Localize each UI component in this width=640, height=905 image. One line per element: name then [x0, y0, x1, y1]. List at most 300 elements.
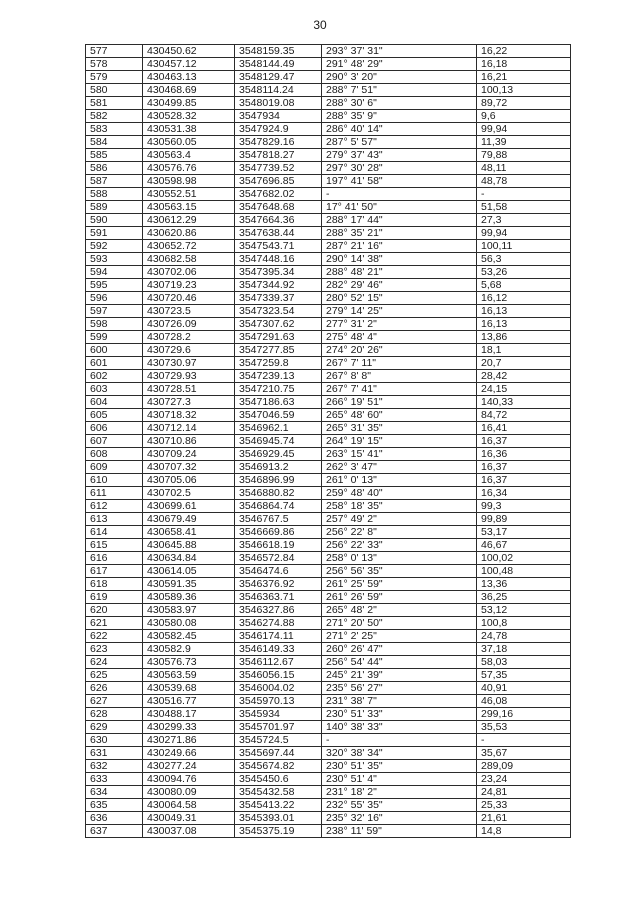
table-row: [86, 357, 571, 370]
y-coordinate-cell: 3546929.45: [235, 448, 322, 461]
table-row: [86, 734, 571, 747]
y-coordinate-cell: 3546669.86: [235, 526, 322, 539]
point-number-cell: 577: [86, 45, 143, 58]
distance-cell: 21,61: [477, 812, 571, 825]
direction-angle-cell: 282° 29' 46": [322, 279, 477, 292]
direction-angle-cell: 320° 38' 34": [322, 747, 477, 760]
x-coordinate-cell: 430598.98: [143, 175, 235, 188]
y-coordinate-cell: 3546880.82: [235, 487, 322, 500]
distance-cell: 27,3: [477, 214, 571, 227]
table-row: [86, 253, 571, 266]
table-row: [86, 58, 571, 71]
direction-angle-cell: 288° 35' 9": [322, 110, 477, 123]
table-row: [86, 773, 571, 786]
x-coordinate-cell: 430580.08: [143, 617, 235, 630]
distance-cell: 100,8: [477, 617, 571, 630]
y-coordinate-cell: 3547046.59: [235, 409, 322, 422]
table-row: [86, 617, 571, 630]
table-row: [86, 812, 571, 825]
table-row: [86, 565, 571, 578]
point-number-cell: 598: [86, 318, 143, 331]
y-coordinate-cell: 3547186.63: [235, 396, 322, 409]
point-number-cell: 594: [86, 266, 143, 279]
distance-cell: 16,37: [477, 435, 571, 448]
direction-angle-cell: 267° 8' 8": [322, 370, 477, 383]
direction-angle-cell: 238° 11' 59": [322, 825, 477, 838]
direction-angle-cell: 262° 3' 47": [322, 461, 477, 474]
direction-angle-cell: 259° 48' 40": [322, 487, 477, 500]
distance-cell: 35,53: [477, 721, 571, 734]
x-coordinate-cell: 430729.93: [143, 370, 235, 383]
distance-cell: 84,72: [477, 409, 571, 422]
y-coordinate-cell: 3546962.1: [235, 422, 322, 435]
table-row: [86, 630, 571, 643]
point-number-cell: 579: [86, 71, 143, 84]
point-number-cell: 614: [86, 526, 143, 539]
distance-cell: 16,12: [477, 292, 571, 305]
direction-angle-cell: 245° 21' 39": [322, 669, 477, 682]
table-row: [86, 695, 571, 708]
x-coordinate-cell: 430277.24: [143, 760, 235, 773]
x-coordinate-cell: 430463.13: [143, 71, 235, 84]
y-coordinate-cell: 3547210.75: [235, 383, 322, 396]
direction-angle-cell: 267° 7' 41": [322, 383, 477, 396]
point-number-cell: 581: [86, 97, 143, 110]
distance-cell: 289,09: [477, 760, 571, 773]
x-coordinate-cell: 430450.62: [143, 45, 235, 58]
direction-angle-cell: 235° 56' 27": [322, 682, 477, 695]
direction-angle-cell: 258° 18' 35": [322, 500, 477, 513]
direction-angle-cell: -: [322, 188, 477, 201]
x-coordinate-cell: 430576.73: [143, 656, 235, 669]
x-coordinate-cell: 430299.33: [143, 721, 235, 734]
point-number-cell: 605: [86, 409, 143, 422]
x-coordinate-cell: 430582.9: [143, 643, 235, 656]
coordinates-table-body: [86, 45, 571, 838]
direction-angle-cell: 279° 37' 43": [322, 149, 477, 162]
y-coordinate-cell: 3546376.92: [235, 578, 322, 591]
table-row: [86, 383, 571, 396]
x-coordinate-cell: 430576.76: [143, 162, 235, 175]
x-coordinate-cell: 430080.09: [143, 786, 235, 799]
y-coordinate-cell: 3546572.84: [235, 552, 322, 565]
y-coordinate-cell: 3547924.9: [235, 123, 322, 136]
point-number-cell: 578: [86, 58, 143, 71]
y-coordinate-cell: 3546149.33: [235, 643, 322, 656]
x-coordinate-cell: 430583.97: [143, 604, 235, 617]
table-row: [86, 123, 571, 136]
table-row: [86, 539, 571, 552]
distance-cell: 14,8: [477, 825, 571, 838]
distance-cell: 53,26: [477, 266, 571, 279]
distance-cell: 20,7: [477, 357, 571, 370]
y-coordinate-cell: 3545970.13: [235, 695, 322, 708]
table-row: [86, 604, 571, 617]
distance-cell: 11,39: [477, 136, 571, 149]
direction-angle-cell: -: [322, 734, 477, 747]
direction-angle-cell: 286° 40' 14": [322, 123, 477, 136]
table-row: [86, 149, 571, 162]
distance-cell: 24,78: [477, 630, 571, 643]
y-coordinate-cell: 3546618.19: [235, 539, 322, 552]
table-row: [86, 552, 571, 565]
distance-cell: 140,33: [477, 396, 571, 409]
x-coordinate-cell: 430727.3: [143, 396, 235, 409]
distance-cell: 28,42: [477, 370, 571, 383]
point-number-cell: 623: [86, 643, 143, 656]
distance-cell: 13,36: [477, 578, 571, 591]
distance-cell: 13,86: [477, 331, 571, 344]
point-number-cell: 592: [86, 240, 143, 253]
table-row: [86, 292, 571, 305]
direction-angle-cell: 290° 14' 38": [322, 253, 477, 266]
point-number-cell: 631: [86, 747, 143, 760]
distance-cell: 24,15: [477, 383, 571, 396]
direction-angle-cell: 279° 14' 25": [322, 305, 477, 318]
point-number-cell: 588: [86, 188, 143, 201]
point-number-cell: 619: [86, 591, 143, 604]
table-row: [86, 656, 571, 669]
x-coordinate-cell: 430707.32: [143, 461, 235, 474]
direction-angle-cell: 258° 0' 13": [322, 552, 477, 565]
x-coordinate-cell: 430516.77: [143, 695, 235, 708]
x-coordinate-cell: 430049.31: [143, 812, 235, 825]
y-coordinate-cell: 3547307.62: [235, 318, 322, 331]
direction-angle-cell: 17° 41' 50": [322, 201, 477, 214]
direction-angle-cell: 271° 20' 50": [322, 617, 477, 630]
x-coordinate-cell: 430539.68: [143, 682, 235, 695]
point-number-cell: 617: [86, 565, 143, 578]
direction-angle-cell: 230° 51' 35": [322, 760, 477, 773]
y-coordinate-cell: 3546363.71: [235, 591, 322, 604]
direction-angle-cell: 288° 35' 21": [322, 227, 477, 240]
x-coordinate-cell: 430589.36: [143, 591, 235, 604]
direction-angle-cell: 287° 5' 57": [322, 136, 477, 149]
x-coordinate-cell: 430718.32: [143, 409, 235, 422]
y-coordinate-cell: 3545413.22: [235, 799, 322, 812]
y-coordinate-cell: 3547934: [235, 110, 322, 123]
direction-angle-cell: 264° 19' 15": [322, 435, 477, 448]
y-coordinate-cell: 3547339.37: [235, 292, 322, 305]
x-coordinate-cell: 430528.32: [143, 110, 235, 123]
table-row: [86, 682, 571, 695]
x-coordinate-cell: 430560.05: [143, 136, 235, 149]
point-number-cell: 607: [86, 435, 143, 448]
y-coordinate-cell: 3545724.5: [235, 734, 322, 747]
table-row: [86, 461, 571, 474]
table-row: [86, 760, 571, 773]
point-number-cell: 611: [86, 487, 143, 500]
table-row: [86, 201, 571, 214]
y-coordinate-cell: 3547239.13: [235, 370, 322, 383]
distance-cell: 48,11: [477, 162, 571, 175]
y-coordinate-cell: 3546004.02: [235, 682, 322, 695]
y-coordinate-cell: 3548114.24: [235, 84, 322, 97]
distance-cell: 100,13: [477, 84, 571, 97]
distance-cell: 51,58: [477, 201, 571, 214]
x-coordinate-cell: 430271.86: [143, 734, 235, 747]
y-coordinate-cell: 3546945.74: [235, 435, 322, 448]
point-number-cell: 606: [86, 422, 143, 435]
x-coordinate-cell: 430720.46: [143, 292, 235, 305]
table-row: [86, 747, 571, 760]
x-coordinate-cell: 430249.66: [143, 747, 235, 760]
y-coordinate-cell: 3547344.92: [235, 279, 322, 292]
y-coordinate-cell: 3546274.88: [235, 617, 322, 630]
point-number-cell: 630: [86, 734, 143, 747]
x-coordinate-cell: 430563.4: [143, 149, 235, 162]
direction-angle-cell: 274° 20' 26": [322, 344, 477, 357]
x-coordinate-cell: 430488.17: [143, 708, 235, 721]
point-number-cell: 620: [86, 604, 143, 617]
x-coordinate-cell: 430712.14: [143, 422, 235, 435]
distance-cell: 53,12: [477, 604, 571, 617]
point-number-cell: 625: [86, 669, 143, 682]
point-number-cell: 602: [86, 370, 143, 383]
point-number-cell: 618: [86, 578, 143, 591]
point-number-cell: 587: [86, 175, 143, 188]
x-coordinate-cell: 430710.86: [143, 435, 235, 448]
y-coordinate-cell: 3547395.34: [235, 266, 322, 279]
y-coordinate-cell: 3546474.6: [235, 565, 322, 578]
coordinates-table: [85, 44, 571, 838]
point-number-cell: 624: [86, 656, 143, 669]
distance-cell: 16,34: [477, 487, 571, 500]
point-number-cell: 599: [86, 331, 143, 344]
point-number-cell: 610: [86, 474, 143, 487]
distance-cell: 16,36: [477, 448, 571, 461]
direction-angle-cell: 231° 18' 2": [322, 786, 477, 799]
table-row: [86, 331, 571, 344]
y-coordinate-cell: 3548159.35: [235, 45, 322, 58]
distance-cell: 79,88: [477, 149, 571, 162]
y-coordinate-cell: 3548144.49: [235, 58, 322, 71]
direction-angle-cell: 265° 48' 2": [322, 604, 477, 617]
distance-cell: 16,13: [477, 318, 571, 331]
x-coordinate-cell: 430552.51: [143, 188, 235, 201]
y-coordinate-cell: 3547323.54: [235, 305, 322, 318]
point-number-cell: 601: [86, 357, 143, 370]
x-coordinate-cell: 430658.41: [143, 526, 235, 539]
direction-angle-cell: 291° 48' 29": [322, 58, 477, 71]
x-coordinate-cell: 430591.35: [143, 578, 235, 591]
table-row: [86, 448, 571, 461]
direction-angle-cell: 256° 22' 33": [322, 539, 477, 552]
y-coordinate-cell: 3548129.47: [235, 71, 322, 84]
direction-angle-cell: 288° 7' 51": [322, 84, 477, 97]
point-number-cell: 612: [86, 500, 143, 513]
distance-cell: 40,91: [477, 682, 571, 695]
direction-angle-cell: 261° 25' 59": [322, 578, 477, 591]
table-row: [86, 721, 571, 734]
table-row: [86, 344, 571, 357]
x-coordinate-cell: 430719.23: [143, 279, 235, 292]
x-coordinate-cell: 430730.97: [143, 357, 235, 370]
point-number-cell: 626: [86, 682, 143, 695]
distance-cell: 48,78: [477, 175, 571, 188]
table-row: [86, 500, 571, 513]
table-row: [86, 513, 571, 526]
table-row: [86, 318, 571, 331]
x-coordinate-cell: 430679.49: [143, 513, 235, 526]
point-number-cell: 632: [86, 760, 143, 773]
direction-angle-cell: 275° 48' 4": [322, 331, 477, 344]
table-row: [86, 578, 571, 591]
x-coordinate-cell: 430709.24: [143, 448, 235, 461]
table-row: [86, 409, 571, 422]
direction-angle-cell: 265° 31' 35": [322, 422, 477, 435]
point-number-cell: 635: [86, 799, 143, 812]
table-row: [86, 84, 571, 97]
distance-cell: 5,68: [477, 279, 571, 292]
table-row: [86, 45, 571, 58]
table-row: [86, 71, 571, 84]
x-coordinate-cell: 430037.08: [143, 825, 235, 838]
x-coordinate-cell: 430634.84: [143, 552, 235, 565]
distance-cell: 53,17: [477, 526, 571, 539]
y-coordinate-cell: 3547543.71: [235, 240, 322, 253]
table-row: [86, 175, 571, 188]
distance-cell: 89,72: [477, 97, 571, 110]
direction-angle-cell: 261° 26' 59": [322, 591, 477, 604]
page-number: 30: [313, 18, 327, 32]
x-coordinate-cell: 430699.61: [143, 500, 235, 513]
point-number-cell: 629: [86, 721, 143, 734]
x-coordinate-cell: 430612.29: [143, 214, 235, 227]
y-coordinate-cell: 3547648.68: [235, 201, 322, 214]
x-coordinate-cell: 430582.45: [143, 630, 235, 643]
table-row: [86, 474, 571, 487]
y-coordinate-cell: 3546913.2: [235, 461, 322, 474]
y-coordinate-cell: 3547682.02: [235, 188, 322, 201]
y-coordinate-cell: 3546896.99: [235, 474, 322, 487]
x-coordinate-cell: 430563.59: [143, 669, 235, 682]
table-row: [86, 643, 571, 656]
distance-cell: 100,02: [477, 552, 571, 565]
direction-angle-cell: 261° 0' 13": [322, 474, 477, 487]
y-coordinate-cell: 3545432.58: [235, 786, 322, 799]
y-coordinate-cell: 3546864.74: [235, 500, 322, 513]
point-number-cell: 589: [86, 201, 143, 214]
y-coordinate-cell: 3545393.01: [235, 812, 322, 825]
distance-cell: 46,08: [477, 695, 571, 708]
x-coordinate-cell: 430531.38: [143, 123, 235, 136]
distance-cell: 99,94: [477, 227, 571, 240]
distance-cell: 58,03: [477, 656, 571, 669]
y-coordinate-cell: 3548019.08: [235, 97, 322, 110]
direction-angle-cell: 231° 38' 7": [322, 695, 477, 708]
table-row: [86, 97, 571, 110]
table-row: [86, 370, 571, 383]
y-coordinate-cell: 3547638.44: [235, 227, 322, 240]
x-coordinate-cell: 430064.58: [143, 799, 235, 812]
point-number-cell: 621: [86, 617, 143, 630]
point-number-cell: 636: [86, 812, 143, 825]
direction-angle-cell: 280° 52' 15": [322, 292, 477, 305]
direction-angle-cell: 260° 26' 47": [322, 643, 477, 656]
direction-angle-cell: 297° 30' 28": [322, 162, 477, 175]
point-number-cell: 622: [86, 630, 143, 643]
distance-cell: 25,33: [477, 799, 571, 812]
point-number-cell: 586: [86, 162, 143, 175]
x-coordinate-cell: 430728.2: [143, 331, 235, 344]
point-number-cell: 595: [86, 279, 143, 292]
point-number-cell: 600: [86, 344, 143, 357]
distance-cell: 9,6: [477, 110, 571, 123]
x-coordinate-cell: 430499.85: [143, 97, 235, 110]
distance-cell: 99,89: [477, 513, 571, 526]
point-number-cell: 590: [86, 214, 143, 227]
table-row: [86, 240, 571, 253]
direction-angle-cell: 271° 2' 25": [322, 630, 477, 643]
y-coordinate-cell: 3547277.85: [235, 344, 322, 357]
distance-cell: 299,16: [477, 708, 571, 721]
direction-angle-cell: 256° 22' 8": [322, 526, 477, 539]
x-coordinate-cell: 430729.6: [143, 344, 235, 357]
distance-cell: 23,24: [477, 773, 571, 786]
x-coordinate-cell: 430682.58: [143, 253, 235, 266]
point-number-cell: 633: [86, 773, 143, 786]
point-number-cell: 580: [86, 84, 143, 97]
point-number-cell: 591: [86, 227, 143, 240]
point-number-cell: 637: [86, 825, 143, 838]
table-row: [86, 487, 571, 500]
distance-cell: 16,41: [477, 422, 571, 435]
table-row: [86, 708, 571, 721]
y-coordinate-cell: 3546056.15: [235, 669, 322, 682]
direction-angle-cell: 256° 54' 44": [322, 656, 477, 669]
x-coordinate-cell: 430723.5: [143, 305, 235, 318]
x-coordinate-cell: 430614.05: [143, 565, 235, 578]
y-coordinate-cell: 3545701.97: [235, 721, 322, 734]
direction-angle-cell: 263° 15' 41": [322, 448, 477, 461]
distance-cell: 100,48: [477, 565, 571, 578]
distance-cell: 16,37: [477, 461, 571, 474]
table-row: [86, 279, 571, 292]
direction-angle-cell: 230° 51' 33": [322, 708, 477, 721]
distance-cell: 35,67: [477, 747, 571, 760]
x-coordinate-cell: 430468.69: [143, 84, 235, 97]
x-coordinate-cell: 430620.86: [143, 227, 235, 240]
table-row: [86, 422, 571, 435]
distance-cell: 57,35: [477, 669, 571, 682]
table-row: [86, 799, 571, 812]
table-row: [86, 266, 571, 279]
y-coordinate-cell: 3546327.86: [235, 604, 322, 617]
table-row: [86, 591, 571, 604]
table-row: [86, 188, 571, 201]
point-number-cell: 615: [86, 539, 143, 552]
x-coordinate-cell: 430645.88: [143, 539, 235, 552]
distance-cell: 18,1: [477, 344, 571, 357]
distance-cell: 16,37: [477, 474, 571, 487]
distance-cell: 46,67: [477, 539, 571, 552]
distance-cell: 36,25: [477, 591, 571, 604]
y-coordinate-cell: 3547664.36: [235, 214, 322, 227]
y-coordinate-cell: 3547696.85: [235, 175, 322, 188]
distance-cell: -: [477, 734, 571, 747]
direction-angle-cell: 277° 31' 2": [322, 318, 477, 331]
y-coordinate-cell: 3546174.11: [235, 630, 322, 643]
x-coordinate-cell: 430094.76: [143, 773, 235, 786]
y-coordinate-cell: 3546767.5: [235, 513, 322, 526]
y-coordinate-cell: 3546112.67: [235, 656, 322, 669]
direction-angle-cell: 288° 30' 6": [322, 97, 477, 110]
x-coordinate-cell: 430457.12: [143, 58, 235, 71]
point-number-cell: 609: [86, 461, 143, 474]
distance-cell: 16,13: [477, 305, 571, 318]
y-coordinate-cell: 3545450.6: [235, 773, 322, 786]
